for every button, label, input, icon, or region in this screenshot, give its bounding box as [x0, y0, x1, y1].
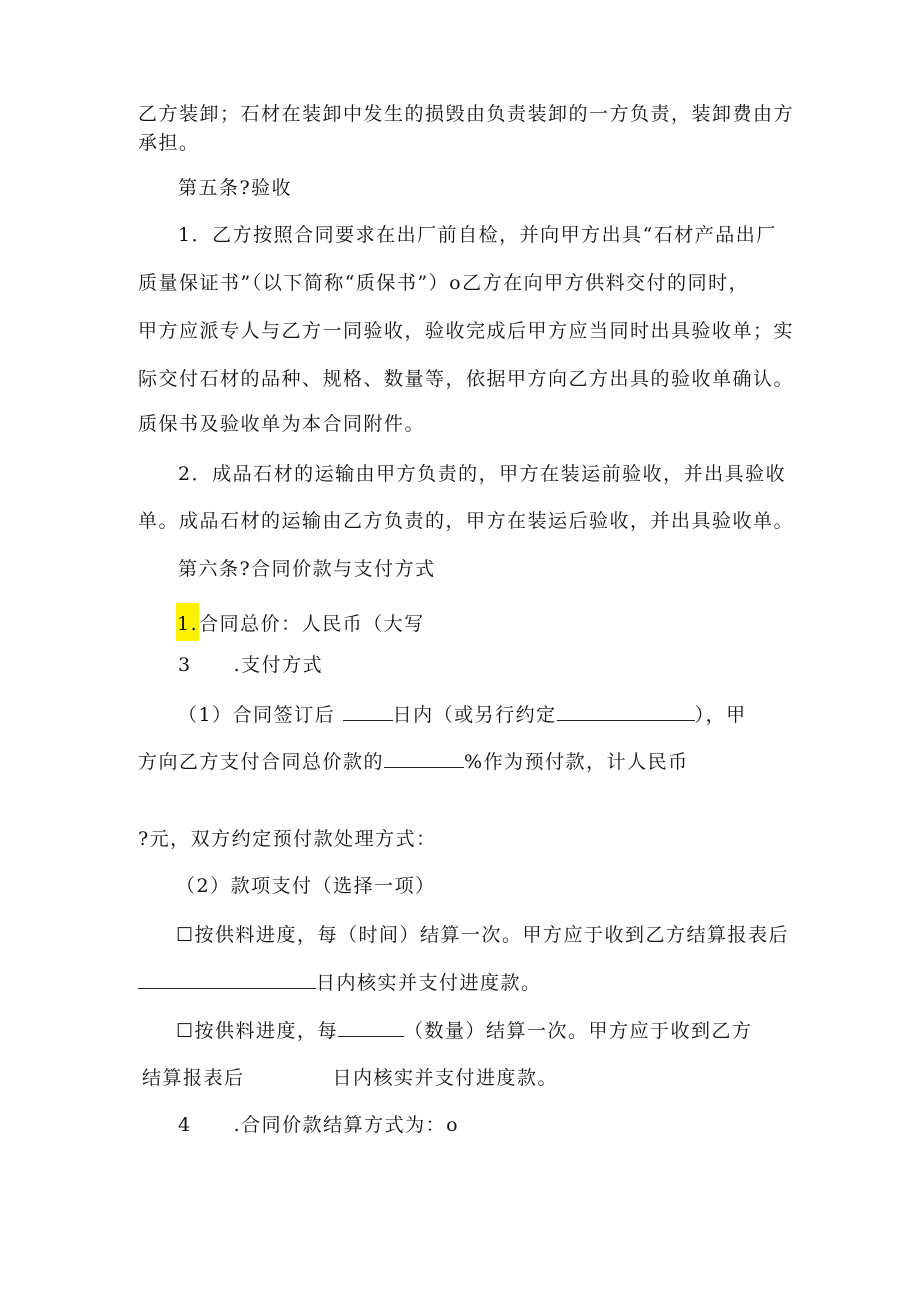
text-segment: ☐按供料进度，每 — [176, 1020, 339, 1042]
option-2-line-1 — [176, 1018, 753, 1044]
item-4-text: .合同价款结算方式为：o — [233, 1114, 460, 1136]
text-line: 承担。 — [138, 132, 200, 154]
text-line: 乙方装卸；石材在装卸中发生的损毁由负责装卸的一方负责，装卸费由方 — [138, 103, 795, 125]
option-1-line-1: ☐按供料进度，每（时间）结算一次。甲方应于收到乙方结算报表后 — [176, 924, 790, 946]
text-segment: 方向乙方支付合同总价款的 — [138, 751, 385, 773]
blank-field — [557, 702, 695, 721]
text-segment: 结算报表后 — [142, 1067, 245, 1089]
text-line: 质量保证书”（以下简称“质保书”）o乙方在向甲方供料交付的同时， — [138, 272, 750, 294]
sub-item-1-line-1 — [178, 702, 747, 728]
text-segment: ），甲 — [694, 704, 747, 726]
blank-field — [384, 749, 464, 768]
article-6-heading: 第六条?合同价款与支付方式 — [178, 558, 436, 580]
blank-field — [338, 1018, 404, 1037]
text-segment: （数量）结算一次。甲方应于收到乙方 — [404, 1020, 753, 1042]
highlight-mark: 1. — [176, 603, 199, 641]
sub-item-1-line-3: ?元，双方约定预付款处理方式： — [138, 828, 437, 850]
text-line: 甲方应派专人与乙方一同验收，验收完成后甲方应当同时出具验收单；实 — [138, 320, 795, 342]
item-1-text: 合同总价：人民币（大写 — [199, 613, 425, 635]
text-segment: （1）合同签订后 — [178, 704, 336, 726]
text-segment: 日内（或另行约定 — [392, 704, 557, 726]
blank-field — [343, 702, 393, 721]
article-5-heading: 第五条?验收 — [178, 177, 293, 199]
text-line: 2．成品石材的运输由甲方负责的，甲方在装运前验收，并出具验收 — [178, 463, 787, 485]
option-2-line-2 — [142, 1065, 558, 1091]
text-line: 单。成品石材的运输由乙方负责的，甲方在装运后验收，并出具验收单。 — [138, 510, 795, 532]
text-line: 1．乙方按照合同要求在出厂前自检，并向甲方出具“石材产品出厂 — [178, 224, 777, 246]
item-3 — [178, 652, 323, 678]
item-4-number: 4 — [178, 1114, 192, 1136]
item-3-text: .支付方式 — [233, 654, 324, 676]
item-3-number: 3 — [178, 654, 192, 676]
text-segment: %作为预付款，计人民币 — [464, 751, 689, 773]
option-1-line-2 — [138, 970, 542, 996]
item-1 — [176, 603, 425, 641]
sub-item-2: （2）款项支付（选择一项） — [176, 875, 436, 897]
text-line: 质保书及验收单为本合同附件。 — [138, 413, 426, 435]
blank-field — [138, 970, 316, 989]
text-segment: 日内核实并支付进度款。 — [316, 972, 542, 994]
item-4 — [178, 1112, 459, 1138]
sub-item-1-line-2 — [138, 749, 689, 775]
text-line: 际交付石材的品种、规格、数量等，依据甲方向乙方出具的验收单确认。 — [138, 368, 795, 390]
text-segment: 日内核实并支付进度款。 — [332, 1067, 559, 1089]
